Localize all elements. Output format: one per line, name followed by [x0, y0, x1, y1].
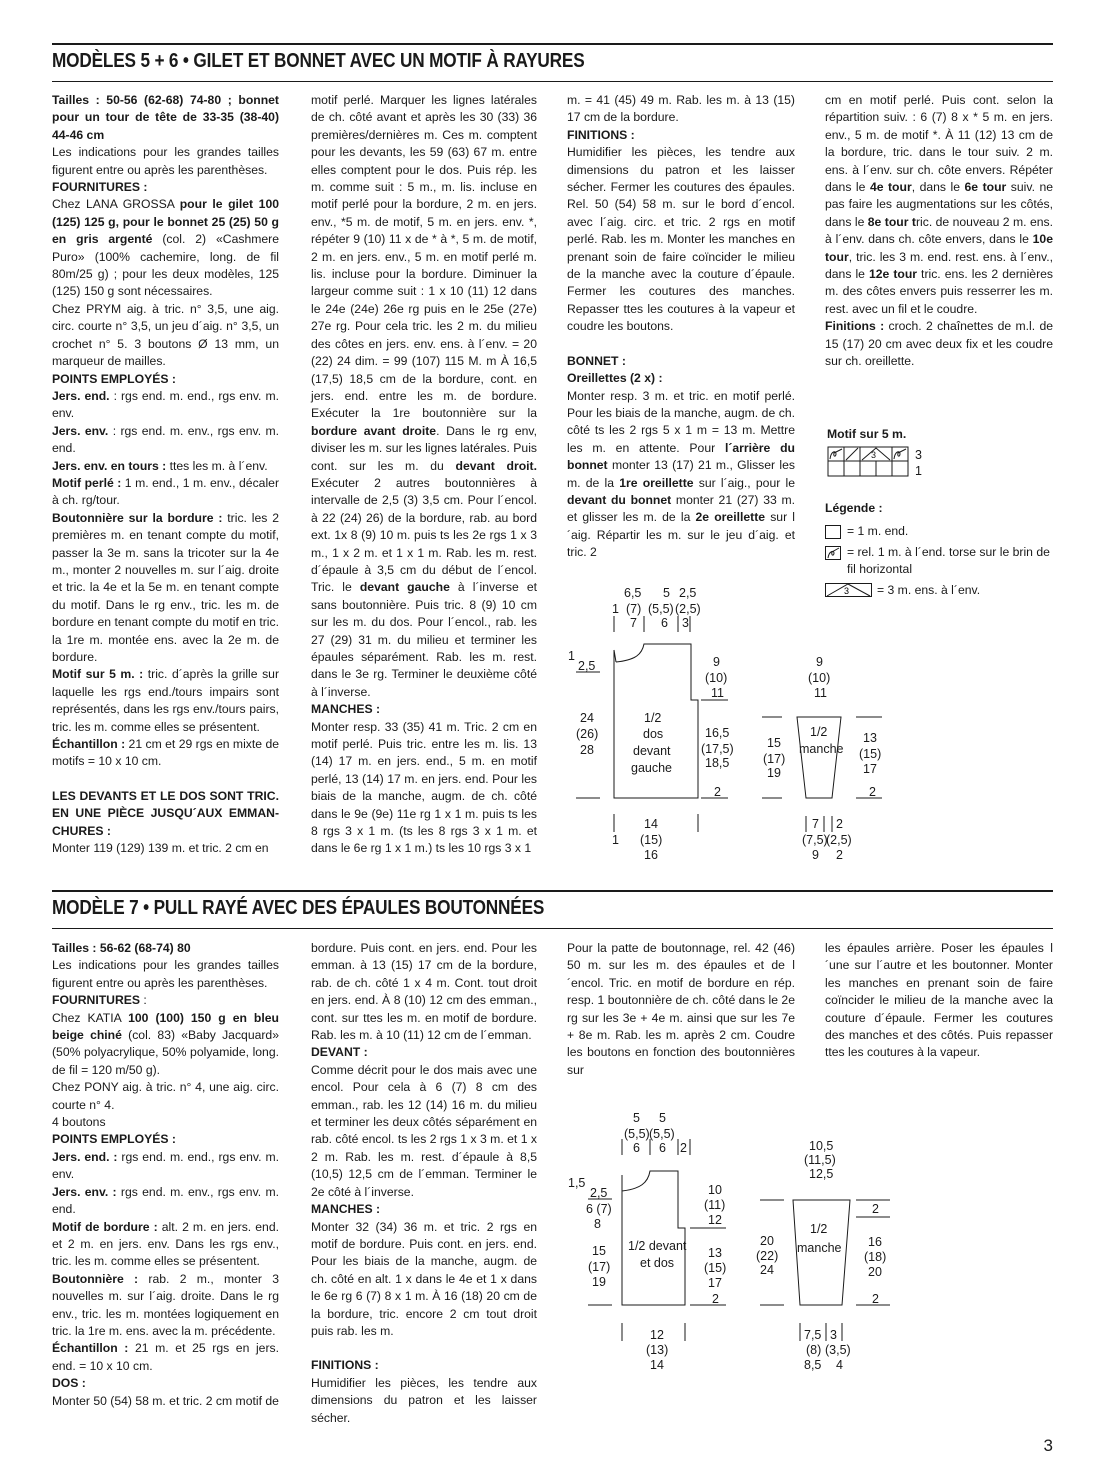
bold-run: Tailles : 56-62 (68-74) 80 — [52, 941, 191, 955]
dimension-label: 3 — [830, 1328, 837, 1342]
dimension-label: 14 — [644, 817, 658, 831]
paragraph — [52, 992, 279, 1009]
dimension-label: 8 — [594, 1217, 601, 1231]
paragraph — [52, 475, 279, 510]
dimension-label: 20 — [760, 1234, 774, 1248]
text-run: Chez PRYM aig. à tric. n° 3,5, une aig. circ. courte n° 3,5, un jeu d´aig. n° 3,5, un crochet n° 5. 3 boutons Ø 13 mm, un marqueur de mailles. — [52, 301, 279, 369]
bold-run: bordure avant droite — [311, 423, 437, 438]
text-run: m. = 41 (45) 49 m. Rab. les m. à 13 (15) 17 cm de la bordure. — [567, 93, 795, 125]
dimension-label: 28 — [580, 743, 594, 757]
text-run: 21 m. et 25 rgs en jers. end. = 10 x 10 cm. — [52, 1341, 280, 1373]
paragraph — [52, 1131, 279, 1148]
dimension-label: 17 — [863, 762, 877, 776]
text-run: Monter 50 (54) 58 m. et tric. 2 cm motif de — [52, 1393, 279, 1408]
dimension-label: 9 — [812, 848, 819, 862]
paragraph — [52, 510, 279, 667]
dimension-label: (3,5) — [825, 1343, 851, 1357]
bold-run: Motif de bordure : — [52, 1219, 158, 1234]
dimension-label: (7,5) — [802, 833, 828, 847]
dimension-label: 7,5 — [804, 1328, 822, 1342]
bold-run: l´arrière du bonnet — [567, 440, 795, 473]
dimension-label: 6,5 — [624, 586, 642, 600]
bold-run: 6e tour — [964, 180, 1007, 195]
dimension-label: (22) — [756, 1249, 779, 1263]
bold-run: Oreillettes (2 x) : — [567, 371, 663, 386]
bold-run: Finitions : — [825, 319, 885, 334]
dimension-label: 9 — [816, 655, 823, 669]
text-run: bordure. Puis cont. en jers. end. Pour les emman. à 13 (15) 17 cm de la bordure, rab. de ch. côté 1 x 4 m. Cont. tout droit en jers. end. À 8 (10) 12 cm des emman., cont. sur ttes les m. en motif de bordure. Rab. les m. à 10 (11) 12 cm de l´emman. — [311, 941, 537, 1043]
bold-run: devant du bonnet — [567, 492, 672, 507]
text-run: monter 13 (17) 21 m., Glisser les m. de la — [567, 458, 795, 490]
text-run: (col. 83) «Baby Jacquard» (50% polyacrylique, 50% polyamide, long. de fil = 120 m/50 g). — [52, 1028, 279, 1077]
paragraph — [52, 788, 279, 840]
text-run: Monter resp. 33 (35) 41 m. Tric. 2 cm en motif perlé. Puis tric. entre les m. lis. 13 (14) 17 m. en jers. end., 5 m. en motif perlé, 13 (14) 17 m. en jers. end. Pour les biais de la manche, augm. de ch. côté dans le 9e (9e) 11e rg 1 x 1 m. puis ts les 8 rgs 3 x 1 m. (ts les 8 rgs 3 x 1 m. et dans le 6e rg 1 x 1 m.) ts les 10 rgs 3 x 1 — [311, 719, 537, 856]
dimension-label: (26) — [576, 727, 599, 741]
dimension-label: 17 — [708, 1276, 722, 1290]
dimension-label: et dos — [640, 1256, 675, 1270]
paragraph-gap — [52, 771, 279, 788]
bold-run: Tailles : 50-56 (62-68) 74-80 ; bonnet pour un tour de tête de 33-35 (38-40) 44-46 cm — [52, 93, 279, 142]
dimension-label: 16 — [868, 1235, 882, 1249]
bold-run: MANCHES : — [311, 1202, 381, 1217]
section2-column-3 — [567, 940, 795, 1079]
paragraph — [52, 1079, 279, 1114]
paragraph — [52, 92, 279, 144]
text-run: sur l´aig. Répartir les m. sur le jeu d´aig. et tric. 2 — [567, 510, 795, 560]
twisted-increase-icon — [825, 546, 841, 560]
motif-center-label: 3 — [871, 450, 877, 460]
paragraph — [52, 1375, 279, 1392]
motif-title: Motif sur 5 m. — [827, 427, 907, 441]
dimension-label: 12,5 — [809, 1167, 834, 1181]
section2-rule — [52, 890, 1053, 892]
paragraph — [567, 370, 795, 387]
dimension-label: (15) — [704, 1261, 727, 1275]
text-run: Comme décrit pour le dos mais avec une encol. Pour cela à 6 (7) 8 cm des emman., rab. les 12 (14) 16 m. du milieu et terminer les deux côtés séparément en rab. côté encol. ts les 2 rgs 1 x 3 m. et 1 x 2 m. Rab. les m. rest. d´épaule à 8,5 (10,5) 12,5 cm de l´emman. Terminer le 2e côté à l´inverse. — [311, 1062, 537, 1199]
text-run: tric. d´après la grille sur laquelle les rgs end./tours impairs sont représentés, dans les rgs env./tours pairs, tric. les m. comme elles se présentent. — [52, 667, 280, 734]
paragraph — [52, 196, 279, 300]
section1-column-2 — [311, 92, 537, 858]
dimension-label: 6 — [661, 616, 668, 630]
dimension-label: 13 — [708, 1246, 722, 1260]
legend-item-knit — [825, 523, 1055, 540]
text-run: Les indications pour les grandes tailles figurent entre ou après les parenthèses. — [52, 145, 279, 177]
text-run: tric. les 2 premières m. en tenant compte du motif, passer la 3e m. sans la tricoter sur la 4e m., monter 2 nouvelles m. sur l´aig. droite et tric. la 4e et la 5e m. en tenant compte du motif. Dans le rg env., tric. les m. de bordure en tenant compte du motif en tric. la 1re m. montée ens. avec la 2e m. de bordure. — [52, 510, 279, 664]
dimension-label: 7 — [812, 817, 819, 831]
paragraph — [52, 1184, 279, 1219]
paragraph — [311, 940, 537, 1044]
dimension-label: 1/2 devant — [628, 1239, 687, 1253]
paragraph — [52, 1340, 279, 1375]
dimension-label: 6 (7) — [586, 1202, 612, 1216]
bold-run: 10e tour — [825, 232, 1053, 264]
text-run: 4 boutons — [52, 1115, 106, 1130]
dimension-label: 1 — [612, 833, 619, 847]
section1-column-4 — [825, 92, 1053, 371]
bold-run: pour le gilet 100 (125) 125 g, pour le bonnet 25 (25) 50 g en gris argenté — [52, 197, 279, 247]
section2-title-underline — [52, 928, 1053, 929]
bold-run: Boutonnière : — [52, 1271, 139, 1286]
bold-run: 2e oreillette — [695, 510, 766, 525]
dimension-label: 2 — [712, 1292, 719, 1306]
text-run: rgs end. m. end., rgs env. m. env. — [52, 1149, 279, 1182]
text-run: sur l´aig., pour le — [693, 475, 795, 490]
bold-run: Jers. env. — [52, 423, 109, 438]
text-run: Pour la patte de boutonnage, rel. 42 (46) 50 m. sur les m. des épaules et de l´encol. Tric. en motif de bordure en rép. resp. 1 boutonnière de ch. côté dans le 2e rg sur les 3e + 4e m. ainsi que sur les 7e + 8e m. Rab. les m. après 2 cm. Coudre les boutons en fonction des boutonnières sur — [567, 941, 795, 1077]
bold-run: Jers. end. — [52, 388, 110, 403]
dimension-label: 2 — [869, 785, 876, 799]
bold-run: Jers. end. : — [52, 1149, 118, 1164]
section2-title: MODÈLE 7 • PULL RAYÉ AVEC DES ÉPAULES BOUTONNÉES — [52, 897, 545, 919]
text-run: cm en motif perlé. Puis cont. selon la répartition suiv. : 6 (7) 8 x * 5 m. en jers. env., 5 m. de motif *. À 11 (12) 13 cm de la bordure, tric. dans le tour suiv. 2 m. ens. à l´env. sur ch. côte envers. Répéter dans le — [825, 93, 1053, 195]
bold-run: Boutonnière sur la bordure : — [52, 510, 223, 525]
paragraph — [311, 1357, 537, 1374]
top-rule — [52, 43, 1053, 45]
section2-column-4 — [825, 940, 1053, 1062]
dimension-label: (15) — [859, 747, 882, 761]
legend-item-increase — [825, 544, 1055, 578]
paragraph — [567, 940, 795, 1079]
paragraph — [52, 179, 279, 196]
dimension-label: (10) — [705, 671, 728, 685]
paragraph — [52, 301, 279, 371]
bold-run: devant droit. — [455, 458, 537, 473]
dimension-label: (5,5) — [648, 602, 674, 616]
section1-column-3 — [567, 92, 795, 562]
dimension-label: 24 — [580, 711, 594, 725]
dimension-label: 11 — [711, 686, 724, 700]
text-run: 1 m. end., 1 m. env., décaler à ch. rg/tour. — [52, 475, 280, 508]
dimension-label: (11,5) — [804, 1153, 836, 1167]
bold-run: 4e tour — [869, 180, 912, 195]
section1-column-1 — [52, 92, 279, 857]
dimension-label: (17) — [763, 752, 786, 766]
dimension-label: 16,5 — [705, 726, 730, 740]
dimension-label: 10,5 — [809, 1139, 834, 1153]
dimension-label: 1 — [612, 602, 619, 616]
bold-run: MANCHES : — [311, 702, 381, 717]
dimension-label: 12 — [650, 1328, 664, 1342]
motif-row-1: 1 — [915, 464, 922, 478]
dimension-label: 11 — [814, 686, 827, 700]
dimension-label: 19 — [767, 766, 781, 780]
text-run: 21 cm et 29 rgs en mixte de motifs = 10 x 10 cm. — [52, 737, 279, 769]
paragraph — [52, 144, 279, 179]
paragraph-gap — [567, 336, 795, 353]
dimension-label: 12 — [708, 1213, 722, 1227]
text-run: (col. 2) «Cashmere Puro» (100% cachemire, long. de fil 80m/25 g) ; pour les deux modèles, 125 (125) 150 g sont nécessaires. — [52, 232, 280, 299]
paragraph — [567, 353, 795, 370]
paragraph — [311, 1375, 537, 1427]
paragraph — [52, 1219, 279, 1271]
text-run: ttes les m. à l´env. — [166, 458, 268, 473]
paragraph — [311, 92, 537, 701]
dimension-label: 19 — [592, 1275, 606, 1289]
section2-column-2 — [311, 940, 537, 1427]
dimension-label: 6 — [659, 1141, 666, 1155]
bold-run: Échantillon : — [52, 737, 126, 752]
dimension-label: 2,5 — [578, 659, 596, 673]
dimension-label: gauche — [631, 761, 673, 775]
bold-run: Motif perlé : — [52, 475, 122, 490]
text-run: tric. ens. les 2 dernières m. des côtes envers puis resserrer les m. rest. avec un fil et le coudre. — [825, 267, 1053, 316]
text-run: alt. 2 m. en jers. end. et 2 m. en jers. env. Dans les rgs env., tric. les m. comme elles se présentent. — [52, 1219, 279, 1269]
paragraph — [52, 388, 279, 423]
text-run: Les indications pour les grandes tailles figurent entre ou après les parenthèses. — [52, 958, 279, 990]
bold-run: FOURNITURES — [52, 993, 141, 1008]
text-run: ric. de nouveau 2 m. ens. à l´env. dans ch. côte envers, dans le — [825, 214, 1054, 247]
text-run: rgs end. m. env., rgs env. m. end. — [52, 1184, 279, 1217]
paragraph — [311, 1062, 537, 1201]
cardigan-schematic — [560, 580, 890, 870]
text-run: Chez LANA GROSSA — [52, 197, 180, 212]
dimension-label: 2 — [872, 1292, 879, 1306]
dimension-label: 16 — [644, 848, 658, 862]
paragraph — [311, 719, 537, 858]
bold-run: Jers. env. en tours : — [52, 458, 167, 473]
dimension-label: 7 — [630, 616, 637, 630]
text-run: les épaules arrière. Poser les épaules l´une sur l´autre et les boutonner. Monter les manches en prenant soin de faire coïncider le milieu de la manche avec la couture d´épaule. Fermer les coutures des manches et des côtés. Puis repasser ttes les coutures à la vapeur. — [825, 941, 1053, 1060]
paragraph — [825, 92, 1053, 318]
section1-title-underline — [52, 81, 1053, 82]
paragraph — [52, 1271, 279, 1341]
paragraph — [825, 318, 1053, 370]
bold-run: 8e tour t — [867, 214, 916, 229]
text-run: : rgs end. m. env., rgs env. m. end. — [52, 423, 279, 456]
dimension-label: 2 — [836, 817, 843, 831]
text-run: Humidifier les pièces, les tendre aux dimensions du patron et les laisser sécher. Fermer les coutures des épaules. Rel. 50 (54) 58 m. sur le bord d´encol. avec l´aig. circ. et tric. 2 rgs en motif perlé. Rab. les m. Monter les manches en prenant soin de faire coïncider le milieu de la manche avec la couture d´épaule. Fermer les coutures des manches. Repasser ttes les coutures à la vapeur et coudre les boutons. — [567, 145, 795, 334]
dimension-label: dos — [643, 727, 664, 741]
dimension-label: (17,5) — [701, 742, 734, 756]
dimension-label: (2,5) — [675, 602, 701, 616]
text-run: Exécuter 2 autres boutonnières à intervalle de 2,5 (3) 3,5 cm. Pour l´encol. à 22 (24) 26) de la bordure, rab. au bord ext. 1x 8 (9) 10 m. puis ts les 2e rgs 1 x 3 m., 1 x 2 m. et 1 x 1 m. Rab. les m. rest. d´épaule à 3,5 cm du début de l´encol. Tric. le — [311, 475, 537, 595]
motif-grid — [827, 445, 937, 479]
dimension-label: 2,5 — [590, 1186, 608, 1200]
bold-run: POINTS EMPLOYÉS : — [52, 371, 176, 386]
dimension-label: 20 — [868, 1265, 882, 1279]
bold-run: DOS : — [52, 1376, 86, 1391]
bold-run: Échantillon : — [52, 1341, 129, 1356]
bold-run: FINITIONS : — [311, 1358, 379, 1373]
dimension-label: 1/2 — [810, 725, 828, 739]
dimension-label: 24 — [760, 1263, 774, 1277]
text-run: croch. 2 chaînettes de m.l. de 15 (17) 20 cm avec deux fix et les coudre sur ch. oreillette. — [825, 319, 1054, 369]
dimension-label: 1 — [568, 649, 575, 663]
dimension-label: 2 — [872, 1202, 879, 1216]
dimension-label: 4 — [836, 1358, 843, 1372]
dimension-label: 3 — [844, 586, 850, 596]
bold-run: Motif sur 5 m. : — [52, 667, 144, 682]
bold-run: Jers. env. : — [52, 1184, 117, 1199]
section2-column-1 — [52, 940, 279, 1410]
bold-run: devant gauche — [359, 580, 450, 595]
paragraph — [567, 92, 795, 127]
legend-item-label: = 3 m. ens. à l´env. — [877, 583, 981, 597]
dimension-label: 9 — [713, 655, 720, 669]
bold-run: DEVANT : — [311, 1045, 368, 1060]
dimension-label: 2 — [680, 1141, 687, 1155]
dimension-label: (5,5) — [649, 1127, 675, 1141]
bold-run: BONNET : — [567, 353, 626, 368]
paragraph — [567, 144, 795, 335]
dimension-label: 5 — [659, 1111, 666, 1125]
dimension-label: manche — [799, 742, 844, 756]
paragraph — [52, 458, 279, 475]
section1-title: MODÈLES 5 + 6 • GILET ET BONNET AVEC UN MOTIF À RAYURES — [52, 50, 585, 72]
paragraph — [52, 423, 279, 458]
dimension-label: (13) — [646, 1343, 669, 1357]
paragraph — [52, 957, 279, 992]
bold-run: FINITIONS : — [567, 127, 635, 142]
paragraph — [567, 127, 795, 144]
dimension-label: (18) — [864, 1250, 887, 1264]
bold-run: FOURNITURES : — [52, 180, 148, 195]
dimension-label: 15 — [767, 736, 781, 750]
motif-row-3: 3 — [915, 448, 922, 462]
text-run: Monter resp. 3 m. et tric. en motif perlé. Pour les biais de la manche, augm. de ch. côté ts les 2 rgs 5 x 1 m = 13 m. Mettre les m. en attente. Pour — [567, 388, 795, 455]
text-run: motif perlé. Marquer les lignes latérales de ch. côté avant et après les 30 (33) 36 premières/dernières m. Ces m. comptent pour les devants, les 59 (63) 67 m. entre elles comptent pour le dos. Puis rép. les m. comme suit : 5 m., m. lis. incluse en motif perlé pour la bordure, 2 m. en jers. env., *5 m. de motif, 5 m. en jers. env. *, répéter 9 (10) 11 x de * à *, 5 m. de motif, 2 m. en jers. env., 5 m. en motif perlé m. lis. incluse pour la bordure. Diminuer la largeur comme suit : 1 x 10 (11) 12 dans le 24e (24e) 26e rg puis en le 25e (27e) 27e rg. Pour cela tric. les 2 m. du milieu des côtes en jers. env. ens. à l´env. = 20 (22) 24 dim. = 99 (107) 115 M. m À 16,5 (17,5) 18,5 cm de la bordure, cont. en jers. end. entre les m. de bordure. Exécuter la 1re boutonnière sur la — [311, 93, 537, 421]
dimension-label: 6 — [633, 1141, 640, 1155]
text-run: suiv. ne pas faire les augmentations sur les côtés, dans le — [825, 180, 1054, 229]
text-run: rab. 2 m., monter 3 nouvelles m. sur l´aig. droite. Dans le rg env., tric. les m. montées logiquement en tric. la 1re m. ens. avec la m. précédente. — [52, 1271, 279, 1338]
dimension-label: 2 — [714, 785, 721, 799]
paragraph — [52, 371, 279, 388]
paragraph — [52, 666, 279, 736]
dimension-label: (11) — [704, 1198, 726, 1212]
paragraph — [311, 701, 537, 718]
dimension-label: 2 — [836, 848, 843, 862]
motif-chart — [827, 427, 937, 479]
dimension-label: (5,5) — [624, 1127, 650, 1141]
dimension-label: 5 — [663, 586, 670, 600]
dimension-label: (15) — [640, 833, 663, 847]
text-run: Monter 119 (129) 139 m. et tric. 2 cm en — [52, 841, 269, 856]
dimension-label: (7) — [626, 602, 642, 616]
sweater-schematic — [560, 1105, 900, 1380]
text-run: Chez KATIA — [52, 1010, 129, 1025]
dimension-label: 8,5 — [804, 1358, 822, 1372]
knit-stitch-icon — [825, 525, 841, 539]
dimension-label: 1/2 — [810, 1222, 828, 1236]
paragraph-gap — [311, 1340, 537, 1357]
dimension-label: 1,5 — [568, 1176, 586, 1190]
text-run: Humidifier les pièces, les tendre aux dimensions du patron et les laisser sécher. — [311, 1375, 537, 1425]
paragraph — [825, 940, 1053, 1062]
paragraph — [52, 736, 279, 771]
dimension-label: (2,5) — [826, 833, 852, 847]
dimension-label: 5 — [633, 1111, 640, 1125]
dimension-label: (8) — [806, 1343, 822, 1357]
paragraph — [567, 388, 795, 562]
dimension-label: 10 — [708, 1183, 722, 1197]
paragraph — [52, 840, 279, 857]
dimension-label: 13 — [863, 731, 877, 745]
dimension-label: 1/2 — [644, 711, 662, 725]
paragraph — [52, 1010, 279, 1080]
legend-item-label: = rel. 1 m. à l´end. torse sur le brin de fil horizontal — [847, 545, 1050, 576]
text-run: : rgs end. m. end., rgs env. m. env. — [52, 388, 279, 421]
text-run: , dans le — [911, 180, 965, 195]
dimension-label: 3 — [682, 616, 689, 630]
paragraph — [311, 1201, 537, 1218]
dimension-label: 14 — [650, 1358, 664, 1372]
paragraph — [52, 1393, 279, 1410]
legend-title: Légende : — [825, 501, 883, 515]
dimension-label: (17) — [588, 1260, 611, 1274]
dimension-label: 15 — [592, 1244, 606, 1258]
paragraph — [52, 940, 279, 957]
text-run: : — [140, 993, 147, 1008]
bold-run: 12e tour — [868, 267, 918, 282]
dimension-label: manche — [797, 1241, 842, 1255]
text-run: . Dans le rg env, diviser les m. sur les lignes latérales. Puis cont. sur les m. du — [311, 423, 537, 473]
text-run: Chez PONY aig. à tric. n° 4, une aig. circ. courte n° 4. — [52, 1080, 279, 1112]
paragraph — [52, 1114, 279, 1131]
bold-run: 100 (100) 150 g en bleu beige chiné — [52, 1010, 279, 1043]
page-number: 3 — [1043, 1436, 1053, 1455]
bold-run: LES DEVANTS ET LE DOS SONT TRIC. EN UNE PIÈCE JUSQU´AUX EMMAN-CHURES : — [52, 788, 279, 838]
legend-item-label: = 1 m. end. — [847, 524, 909, 538]
dimension-label: devant — [633, 744, 671, 758]
bold-run: POINTS EMPLOYÉS : — [52, 1132, 176, 1147]
paragraph — [311, 1219, 537, 1341]
text-run: monter 21 (27) 33 m. et glisser les m. de la — [567, 492, 795, 525]
dimension-label: (10) — [808, 671, 831, 685]
paragraph — [311, 1044, 537, 1061]
text-run: à l´inverse et sans boutonnière. Puis tric. 8 (9) 10 cm sur les m. du dos. Pour l´encol., rab. les 27 (29) 31 m. du milieu et terminer les épaules séparément. Rab. les m. rest. dans le 3e rg. Terminer le deuxième côté à l´inverse. — [311, 580, 538, 699]
text-run: , tric. les 3 m. end. rest. ens. à l´env., dans le — [825, 249, 1053, 282]
dimension-label: 18,5 — [705, 756, 730, 770]
bold-run: 1re oreillette — [619, 475, 694, 490]
text-run: Monter 32 (34) 36 m. et tric. 2 rgs en motif de bordure. Puis cont. en jers. end. Pour les biais de la manche, augm. de ch. côté en alt. 1 x dans le 4e et 1 x dans le 6e rg 6 (7) 8 x 1 m. À 16 (18) 20 cm de la bordure, tric. encore 2 cm tout droit puis rab. les m. — [311, 1219, 537, 1338]
dimension-label: 2,5 — [679, 586, 697, 600]
paragraph — [52, 1149, 279, 1184]
